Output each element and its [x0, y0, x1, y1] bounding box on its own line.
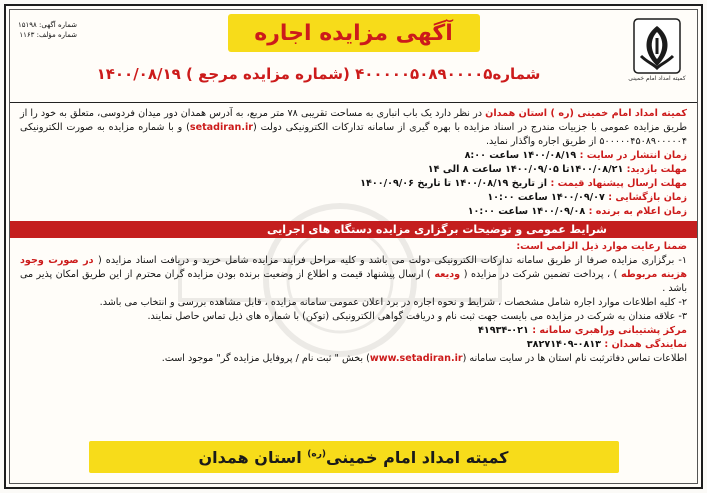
footer-org-post: استان همدان	[198, 447, 308, 467]
notice-frame-inner	[9, 9, 698, 484]
rep-key: نمایندگی همدان :	[604, 339, 687, 350]
schedule-list	[20, 149, 687, 219]
schedule-value: ۱۴۰۰/۰۹/۰۷ ساعت ۱۰:۰۰	[487, 192, 609, 203]
req1-highlight-cost: در صورت وجود هزینه مربوطه	[20, 255, 687, 280]
section-title-bar: شرایط عمومی و توضیحات برگزاری مزایده دستگاه های اجرایی	[10, 221, 697, 238]
final-info-line	[20, 352, 687, 366]
intro-paragraph	[20, 107, 687, 149]
footer-org-pre: کمیته امداد امام خمینی	[326, 447, 509, 467]
footer-org-name	[199, 448, 509, 467]
schedule-key: زمان اعلام به برنده :	[588, 206, 687, 217]
footer-org-sup: (ره)	[307, 449, 327, 460]
requirement-item-1	[20, 254, 687, 296]
intro-org: کمیته امداد امام خمینی (ره ) استان همدان	[485, 108, 687, 119]
notice-header	[10, 10, 697, 103]
support-phone: ۰۲۱-۴۱۹۳۴	[478, 325, 533, 336]
intro-site-link[interactable]: setadiran.ir	[189, 122, 253, 133]
schedule-value: ۱۴۰۰/۰۹/۰۸ ساعت ۱۰:۰۰	[467, 206, 589, 217]
notice-ids	[18, 20, 77, 40]
requirement-item-2: ۲- کلیه اطلاعات موارد اجاره شامل مشخصات ، شرایط و نحوه اجاره در برد اعلان عمومی سامانه مزایده ، قابل مشاهده بررسی و انتخاب می باشد.	[99, 297, 687, 308]
final-text-b: ) بخش " ثبت نام / پروفایل مزایده گر" موجود است.	[161, 353, 370, 364]
req1-text-a: ۱- برگزاری مزایده صرفا از طریق سامانه تدارکات الکترونیکی دولت می باشد و کلیه مراحل فرایند مزایده شامل خرید و دریافت اسناد مزایده (	[97, 255, 687, 266]
author-number: شماره مؤلف: ۱۱۶۳	[19, 31, 78, 40]
reference-number-line: شماره۴۰۰۰۰۰۵۰۸۹۰۰۰۰۵ (شماره مزایده مرجع ) ۱۴۰۰/۰۸/۱۹	[96, 65, 541, 83]
final-text-a: اطلاعات تماس دفاترثبت نام استان ها در سایت سامانه (	[462, 353, 687, 364]
final-site-link[interactable]: www.setadiran.ir	[369, 353, 463, 364]
requirements-heading: ضمنا رعایت موارد ذیل الزامی است:	[516, 241, 687, 252]
support-key: مرکز پشتیبانی وراهبری سامانه :	[532, 325, 687, 336]
support-center-line	[20, 324, 687, 338]
schedule-item-submit	[20, 177, 687, 191]
intro-text-2: ) و با شماره مزایده به صورت الکترونیکی ۵۰۰۰۰۰۴۵۰۸۹۰۰۰۰۰۴ از طریق اجاره واگذار نماید.	[20, 122, 687, 147]
emdad-emblem-icon	[633, 18, 681, 74]
schedule-item-publish	[20, 149, 687, 163]
intro-text-1: در نظر دارد یک باب انباری به مساحت تقریبی ۷۸ متر مربع، به آدرس همدان دور میدان فردوسی، متعلق به خود را از طریق مزایده عمومی با جزییات مندرج در اسناد مزایده با بهره گیری از سامانه تدارکات الکترونیکی دولت (	[20, 108, 687, 133]
logo-caption: کمیته امداد امام خمینی	[628, 75, 686, 82]
org-logo	[625, 18, 689, 90]
schedule-value: ۱۴۰۰/۰۸/۱۹ ساعت ۸:۰۰	[464, 150, 580, 161]
notice-frame	[4, 4, 703, 489]
schedule-key: مهلت ارسال پیشنهاد قیمت :	[550, 178, 687, 189]
req1-text-b: ) ، پرداخت تضمین شرکت در مزایده (	[463, 269, 618, 280]
notice-title: آگهی مزایده اجاره	[254, 20, 453, 46]
rep-phone: ۰۸۱۳-۳۸۲۷۱۴۰۹	[526, 339, 605, 350]
title-banner	[228, 14, 480, 52]
schedule-value: از تاریخ ۱۴۰۰/۰۸/۱۹ تا تاریخ ۱۴۰۰/۰۹/۰۶	[360, 178, 551, 189]
schedule-value: ۱۴۰۰/۰۸/۲۱تا ۱۴۰۰/۰۹/۰۵ ساعت ۸ الی ۱۴	[427, 164, 627, 175]
req1-text-c: ) ارسال پیشنهاد قیمت و اطلاع از وضعیت برنده بودن مزایده گران محترم از این طریق امکان پذیر می باشد .	[20, 269, 687, 294]
notice-number: شماره آگهی: ۱۵۱۹۸	[18, 21, 78, 29]
schedule-key: زمان انتشار در سایت :	[579, 150, 687, 161]
requirement-item-3: ۳- علاقه مندان به شرکت در مزایده می بایست جهت ثبت نام و دریافت گواهی الکترونیکی (توکن) با شماره های ذیل تماس حاصل نمایند.	[147, 311, 687, 322]
footer-banner	[89, 441, 619, 473]
schedule-item-opening	[20, 191, 687, 205]
hamedan-rep-line	[20, 338, 687, 352]
req1-highlight-deposit: ودیعه	[430, 269, 464, 280]
schedule-key: زمان بازگشایی :	[608, 192, 687, 203]
schedule-item-visit	[20, 163, 687, 177]
schedule-key: مهلت بازدید:	[626, 164, 687, 175]
schedule-item-winner	[20, 205, 687, 219]
notice-body	[10, 103, 697, 366]
